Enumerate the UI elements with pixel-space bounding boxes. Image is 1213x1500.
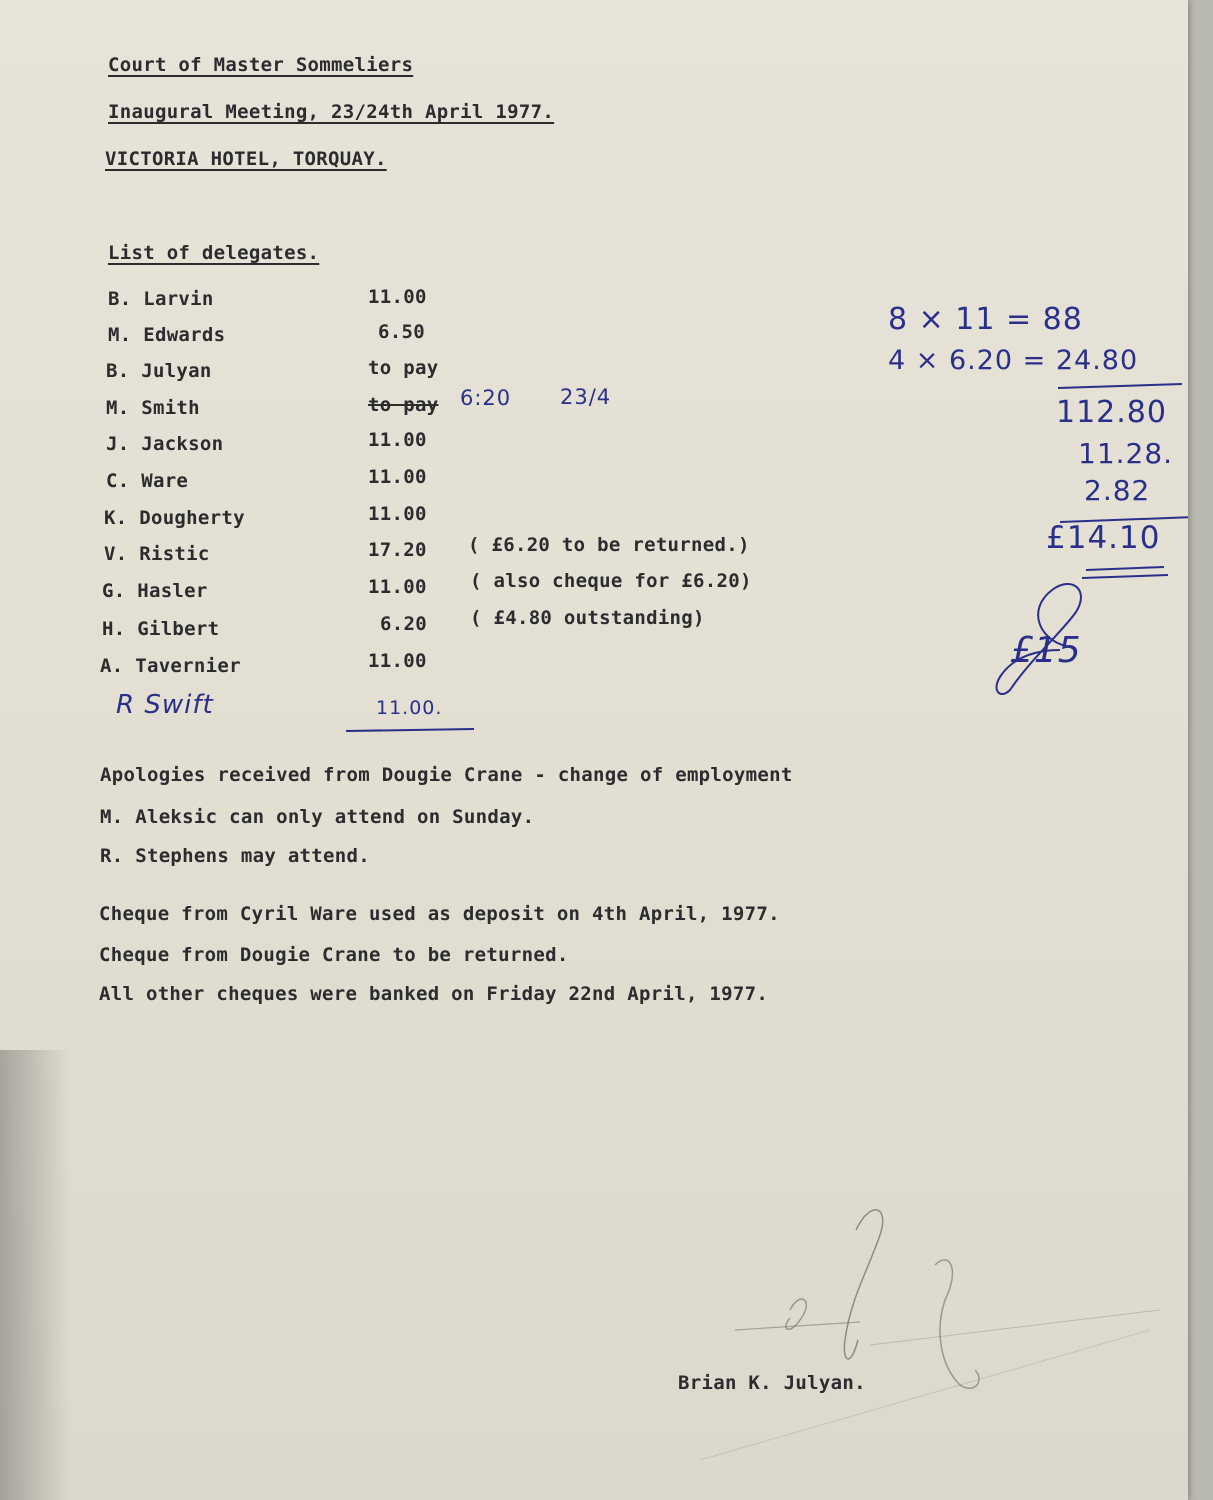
handwritten-calc-sum: £14.10	[1046, 520, 1161, 556]
delegate-amount-struck: to pay	[368, 394, 439, 416]
delegate-name: H. Gilbert	[102, 618, 220, 640]
delegate-amount: to pay	[368, 357, 439, 379]
signature	[935, 1260, 979, 1388]
paper-crease	[700, 1330, 1150, 1460]
delegate-amount: 11.00	[368, 466, 427, 488]
handwritten-calc-line2: 4 × 6.20 = 24.80	[888, 345, 1139, 376]
delegate-amount: 11.00	[368, 503, 427, 525]
delegate-name: G. Hasler	[102, 580, 208, 602]
delegate-amount: 6.20	[380, 613, 427, 635]
delegate-amount: 11.00	[368, 429, 427, 451]
delegate-amount: 6.50	[378, 321, 425, 343]
calc-double-underline	[1086, 567, 1164, 570]
delegate-name: A. Tavernier	[100, 655, 241, 677]
delegates-heading: List of delegates.	[108, 242, 320, 264]
delegate-name: B. Larvin	[108, 288, 214, 310]
delegate-name: J. Jackson	[106, 433, 224, 455]
delegate-name: C. Ware	[106, 470, 189, 492]
delegate-name: V. Ristic	[104, 543, 210, 565]
apology-line: Apologies received from Dougie Crane - change of employment	[100, 764, 793, 786]
delegate-name: B. Julyan	[106, 360, 212, 382]
cheque-line: All other cheques were banked on Friday 22nd April, 1977.	[99, 983, 769, 1005]
cheque-line: Cheque from Dougie Crane to be returned.	[99, 944, 569, 966]
delegate-amount: 11.00	[368, 650, 427, 672]
signature	[786, 1299, 806, 1329]
apology-line: M. Aleksic can only attend on Sunday.	[100, 806, 535, 828]
extra-amount-underline	[346, 729, 474, 731]
cheque-line: Cheque from Cyril Ware used as deposit on 4th April, 1977.	[99, 903, 780, 925]
delegate-note: ( £4.80 outstanding)	[470, 607, 705, 629]
handwritten-calc-b: 2.82	[1084, 474, 1151, 507]
delegate-name: M. Edwards	[108, 324, 226, 346]
handwritten-calc-line1: 8 × 11 = 88	[888, 302, 1083, 337]
handwritten-smith-payment: 6:20	[460, 386, 512, 410]
pound-flourish	[997, 584, 1081, 694]
delegate-amount: 11.00	[368, 576, 427, 598]
meeting-title: Inaugural Meeting, 23/24th April 1977.	[108, 101, 555, 123]
delegate-amount: 11.00	[368, 286, 427, 308]
delegate-name: M. Smith	[106, 397, 200, 419]
signatory-name: Brian K. Julyan.	[678, 1372, 866, 1394]
delegate-note: ( £6.20 to be returned.)	[468, 534, 750, 556]
apology-line: R. Stephens may attend.	[100, 845, 370, 867]
calc-rule	[1060, 517, 1188, 522]
venue-title: VICTORIA HOTEL, TORQUAY.	[105, 148, 387, 170]
signature	[844, 1210, 882, 1359]
calc-double-underline	[1082, 575, 1168, 578]
handwritten-calc-a: 11.28.	[1078, 437, 1174, 470]
handwritten-smith-date: 23/4	[560, 385, 612, 409]
handwritten-calc-total: 112.80	[1056, 395, 1167, 430]
calc-rule	[1058, 384, 1182, 388]
organization-title: Court of Master Sommeliers	[108, 54, 414, 76]
handwritten-extra-delegate: R Swift	[116, 690, 214, 720]
handwritten-extra-amount: 11.00.	[376, 697, 443, 719]
delegate-note: ( also cheque for £6.20)	[470, 570, 752, 592]
handwritten-calc-final: £15	[1010, 630, 1082, 671]
delegate-amount: 17.20	[368, 539, 427, 561]
delegate-name: K. Dougherty	[104, 507, 245, 529]
